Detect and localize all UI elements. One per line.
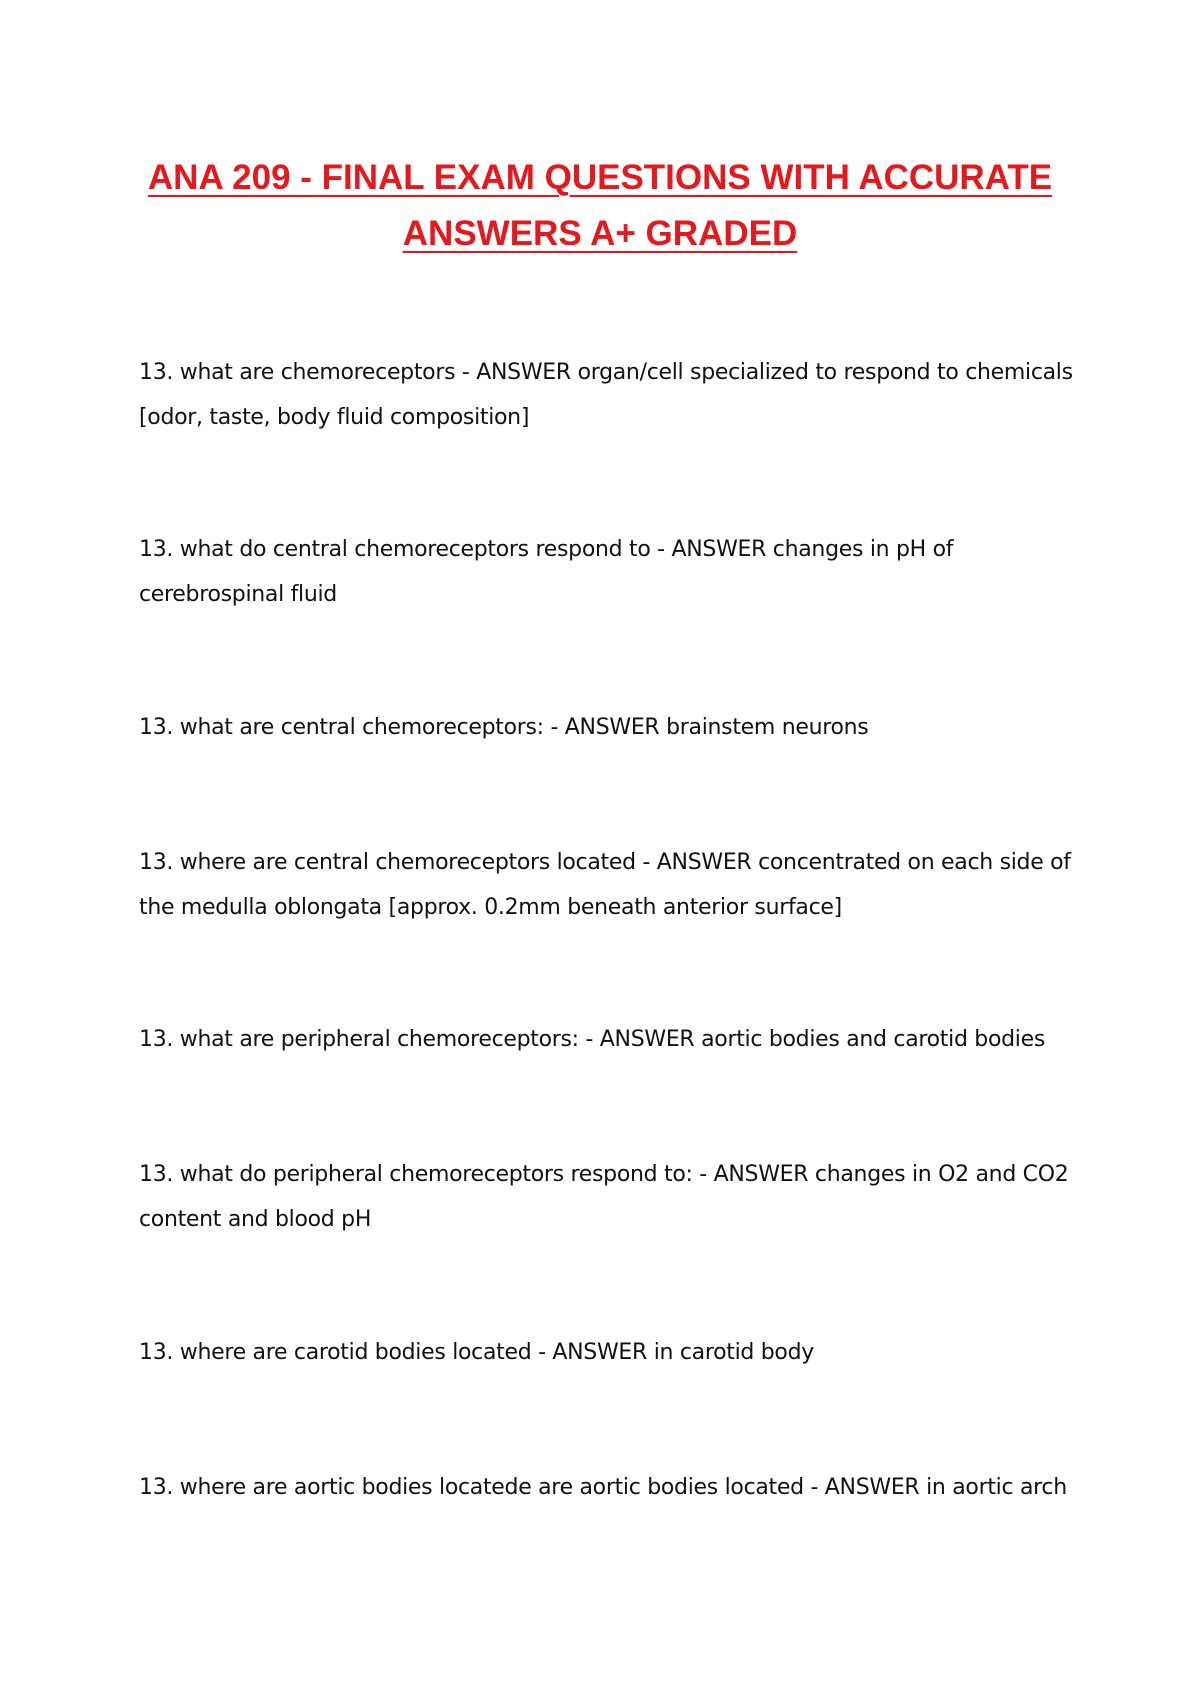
- qa-item-central-location: [139, 840, 1079, 930]
- qa-item-line: 13. where are carotid bodies located - ANSWER in carotid body: [139, 1340, 814, 1365]
- qa-item-peripheral-response: [139, 1152, 1079, 1242]
- qa-item-line: the medulla oblongata [approx. 0.2mm beneath anterior surface]: [139, 895, 842, 920]
- qa-item-line: 13. what are central chemoreceptors: - ANSWER brainstem neurons: [139, 715, 869, 740]
- qa-item-central-response: [139, 527, 1079, 617]
- qa-item-line: 13. what are peripheral chemoreceptors: - ANSWER aortic bodies and carotid bodies: [139, 1027, 1045, 1052]
- qa-item-line: content and blood pH: [139, 1207, 372, 1232]
- document-title: [130, 150, 1070, 262]
- document-title-line-1: ANA 209 - FINAL EXAM QUESTIONS WITH ACCURATE: [147, 158, 1053, 197]
- qa-item-line: 13. what do central chemoreceptors respond to - ANSWER changes in pH of: [139, 537, 954, 562]
- qa-item-carotid-location: [139, 1330, 1079, 1375]
- qa-item-peripheral-definition: [139, 1017, 1079, 1062]
- qa-item-line: cerebrospinal fluid: [139, 582, 337, 607]
- qa-item-chemoreceptors: [139, 350, 1079, 440]
- qa-item-line: 13. where are aortic bodies locatede are aortic bodies located - ANSWER in aortic arch: [139, 1475, 1067, 1500]
- document-title-line-2: ANSWERS A+ GRADED: [402, 214, 798, 253]
- qa-item-line: [odor, taste, body fluid composition]: [139, 405, 530, 430]
- qa-item-line: 13. what are chemoreceptors - ANSWER organ/cell specialized to respond to chemicals: [139, 360, 1073, 385]
- qa-item-central-definition: [139, 705, 1079, 750]
- qa-item-aortic-location: [139, 1465, 1079, 1510]
- qa-item-line: 13. where are central chemoreceptors located - ANSWER concentrated on each side of: [139, 850, 1071, 875]
- qa-item-line: 13. what do peripheral chemoreceptors respond to: - ANSWER changes in O2 and CO2: [139, 1162, 1069, 1187]
